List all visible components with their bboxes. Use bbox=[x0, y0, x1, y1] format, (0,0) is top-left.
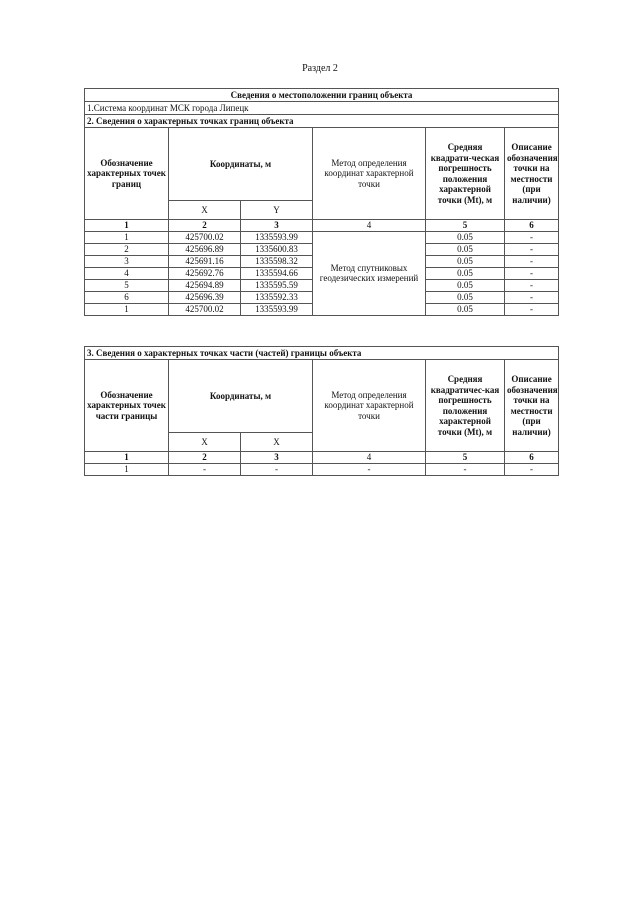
error-value: 0.05 bbox=[426, 279, 505, 291]
header-method: Метод определения координат характерной точки bbox=[313, 360, 426, 452]
coord-x: 425700.02 bbox=[169, 303, 241, 315]
col-number: 4 bbox=[313, 452, 426, 464]
description-value: - bbox=[505, 303, 559, 315]
col-number: 3 bbox=[241, 220, 313, 232]
point-id: 1 bbox=[85, 463, 169, 475]
coord-x: 425700.02 bbox=[169, 231, 241, 243]
coord-x: 425696.89 bbox=[169, 243, 241, 255]
col-number: 5 bbox=[426, 220, 505, 232]
col-number: 2 bbox=[169, 452, 241, 464]
coord-y: 1335593.99 bbox=[241, 231, 313, 243]
coord-y: 1335592.33 bbox=[241, 291, 313, 303]
coord-x: 425691.16 bbox=[169, 255, 241, 267]
subsection-title: 3. Сведения о характерных точках части (частей) границы объекта bbox=[85, 347, 559, 360]
subsection-title: 2. Сведения о характерных точках границ объекта bbox=[85, 115, 559, 128]
col-number: 6 bbox=[505, 220, 559, 232]
header-description: Описание обозначения точки на местности (при наличии) bbox=[505, 128, 559, 220]
coord-y: 1335598.32 bbox=[241, 255, 313, 267]
error-value: 0.05 bbox=[426, 243, 505, 255]
coord-x: 425696.39 bbox=[169, 291, 241, 303]
header-error: Средняя квадрати-ческая погрешность положения характерной точки (Mt), м bbox=[426, 128, 505, 220]
coord-y: 1335595.59 bbox=[241, 279, 313, 291]
table-row bbox=[85, 231, 559, 243]
error-value: 0.05 bbox=[426, 231, 505, 243]
col-number: 2 bbox=[169, 220, 241, 232]
description-value: - bbox=[505, 279, 559, 291]
header-description: Описание обозначения точки на местности (при наличии) bbox=[505, 360, 559, 452]
method-value: Метод спутниковых геодезических измерений bbox=[313, 231, 426, 315]
description-value: - bbox=[505, 231, 559, 243]
header-point: Обозначение характерных точек границ bbox=[85, 128, 169, 220]
boundary-points-table bbox=[84, 88, 559, 316]
table-row bbox=[85, 463, 559, 475]
point-id: 4 bbox=[85, 267, 169, 279]
point-id: 5 bbox=[85, 279, 169, 291]
header-x: X bbox=[169, 201, 241, 220]
header-y: Y bbox=[241, 201, 313, 220]
point-id: 3 bbox=[85, 255, 169, 267]
point-id: 2 bbox=[85, 243, 169, 255]
point-id: 1 bbox=[85, 231, 169, 243]
coord-y: 1335600.83 bbox=[241, 243, 313, 255]
boundary-part-points-table bbox=[84, 346, 559, 476]
col-number: 4 bbox=[313, 220, 426, 232]
coord-y: 1335594.66 bbox=[241, 267, 313, 279]
error-value: - bbox=[426, 463, 505, 475]
error-value: 0.05 bbox=[426, 255, 505, 267]
header-error: Средняя квадратичес-кая погрешность положения характерной точки (Mt), м bbox=[426, 360, 505, 452]
coord-y: - bbox=[241, 463, 313, 475]
header-y: X bbox=[241, 433, 313, 452]
description-value: - bbox=[505, 267, 559, 279]
description-value: - bbox=[505, 463, 559, 475]
header-coords: Координаты, м bbox=[169, 360, 313, 433]
table-title: Сведения о местоположении границ объекта bbox=[85, 89, 559, 102]
point-id: 1 bbox=[85, 303, 169, 315]
description-value: - bbox=[505, 291, 559, 303]
col-number: 5 bbox=[426, 452, 505, 464]
header-coords: Координаты, м bbox=[169, 128, 313, 201]
coord-system-label: 1.Система координат МСК города Липецк bbox=[85, 102, 559, 115]
coord-y: 1335593.99 bbox=[241, 303, 313, 315]
header-method: Метод определения координат характерной точки bbox=[313, 128, 426, 220]
coord-x: 425694.89 bbox=[169, 279, 241, 291]
description-value: - bbox=[505, 243, 559, 255]
method-value: - bbox=[313, 463, 426, 475]
error-value: 0.05 bbox=[426, 291, 505, 303]
description-value: - bbox=[505, 255, 559, 267]
col-number: 1 bbox=[85, 452, 169, 464]
header-point: Обозначение характерных точек части границы bbox=[85, 360, 169, 452]
col-number: 1 bbox=[85, 220, 169, 232]
error-value: 0.05 bbox=[426, 267, 505, 279]
header-x: X bbox=[169, 433, 241, 452]
coord-x: 425692.76 bbox=[169, 267, 241, 279]
coord-x: - bbox=[169, 463, 241, 475]
col-number: 6 bbox=[505, 452, 559, 464]
error-value: 0.05 bbox=[426, 303, 505, 315]
col-number: 3 bbox=[241, 452, 313, 464]
section-title: Раздел 2 bbox=[302, 63, 338, 74]
point-id: 6 bbox=[85, 291, 169, 303]
